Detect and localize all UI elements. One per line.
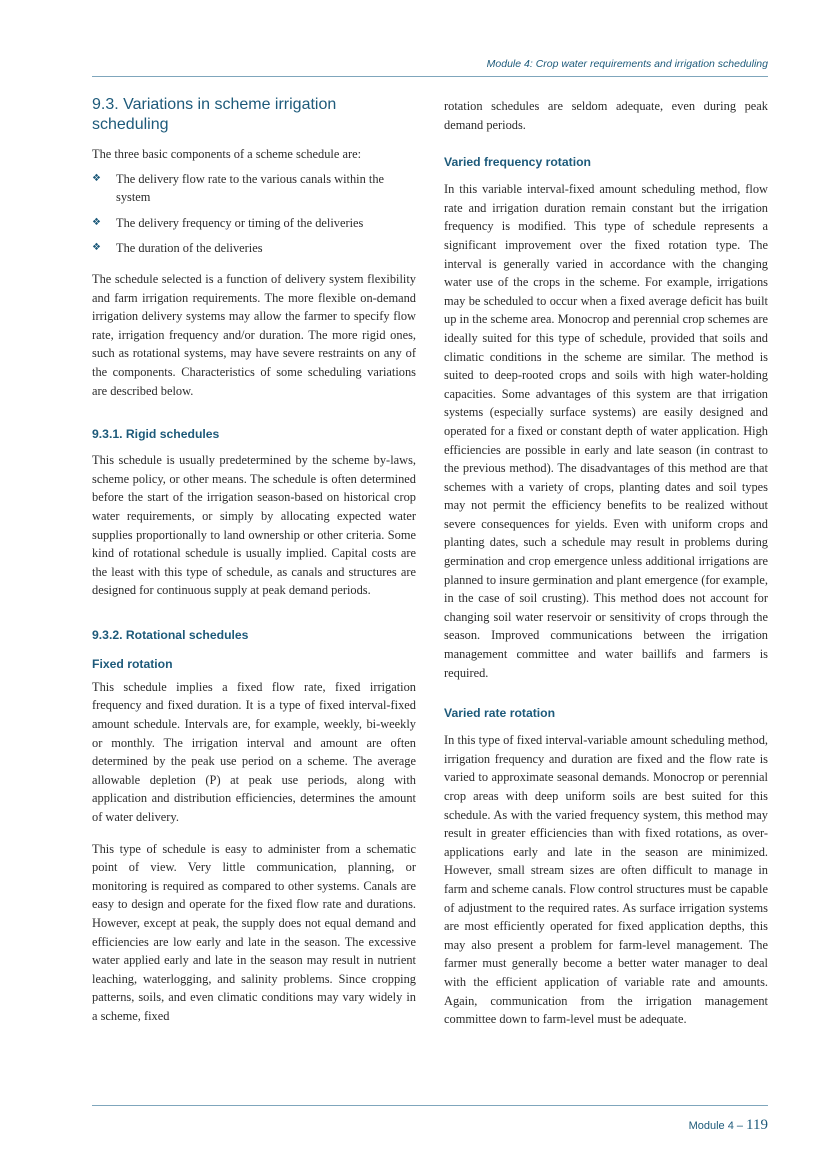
- varied-rate-heading: Varied rate rotation: [444, 706, 556, 721]
- varied-frequency-heading: Varied frequency rotation: [444, 155, 591, 170]
- right-column: [444, 95, 768, 1029]
- section-intro: The three basic components of a scheme schedule are:: [92, 147, 362, 161]
- left-column: [92, 95, 416, 1026]
- diamond-bullet-icon: ❖: [92, 216, 101, 228]
- diamond-bullet-icon: ❖: [92, 242, 101, 254]
- varied-rate-text: In this type of fixed interval-variable amount scheduling method, irrigation frequency and duration are fixed and the flow rate is varied to approximate seasonal demands. Monocrop or perennial crop areas with deep uniform soils are best suited for this schedule. As with the varied frequency system, this method may result in greater efficiencies than with fixed rotations, as over-applications early and late in the season are minimized. However, small stream sizes are often difficult to manage in farm and scheme canals. Flow control structures must be capable of adjustment to the required rates. As surface irrigation systems are most efficiently operated for fixed application depths, this may also present a problem for farm-level management. The farmer must generally become a better water manager to deal with the efficient application of variable rate and amounts. Again, communication from the irrigation management committee down to farm-level must be adequate.: [444, 733, 768, 1027]
- rigid-schedules-heading: 9.3.1. Rigid schedules: [92, 427, 220, 442]
- list-item: [92, 170, 416, 207]
- list-item: [92, 214, 416, 233]
- rotational-schedules-heading: 9.3.2. Rotational schedules: [92, 627, 249, 642]
- varied-frequency-text: In this variable interval-fixed amount scheduling method, flow rate and irrigation duration remain constant but the irrigation frequency is modified. This type of schedule represents a significant improvement over the fixed rotation type. The interval is generally varied in accordance with the changing water use of the crops in the scheme. For example, irrigations may be scheduled to occur when a fixed average deficit has built up in the scheme area. Monocrop and perennial crop schemes are ideally suited for this type of schedule, provided that soils and climatic conditions in the scheme are similar. The method is suited to deep-rooted crops and soils with high water-holding capacities. Some advantages of this system are that irrigation systems (especially surface systems) are easily designed and operated for a fixed or constant depth of water application. High efficiencies are possible in early and late season (in contrast to the previous method). The disadvantages of this method are that schemes with a variety of crops, planting dates and soil types may not permit the efficiency benefits to be realized without severe consequences for yields. Even with uniform crops and planting dates, such a schedule may result in problems during germination and crop emergence unless additional irrigations are planned to insure germination and plant emergence (for example, in the case of soil crusting). This method does not account for changing soil water reservoir or sensitivity of crops through the season. Improved communications between the irrigation management committee and water baillifs and farmers is required.: [444, 182, 768, 680]
- list-item: [92, 239, 416, 258]
- section-title: 9.3. Variations in scheme irrigation scheduling: [92, 96, 337, 133]
- footer-rule: [92, 1105, 768, 1106]
- fixed-rotation-text-1: This schedule implies a fixed flow rate, fixed irrigation frequency and fixed duration. It is a type of fixed interval-fixed amount schedule. Intervals are, for example, weekly, bi-weekly or monthly. The irrigation interval and amount are often determined by the peak use period on a scheme. The average allowable depletion (P) at peak use periods, along with application and distribution efficiencies, determines the amount of water delivery.: [92, 679, 416, 825]
- page-footer: [689, 1117, 768, 1134]
- rigid-schedules-text: This schedule is usually predetermined by the scheme by-laws, scheme policy, or other means. The schedule is often determined before the start of the irrigation season-based on historical crop water requirements, or simply by allocating expected water supplies proportionally to land ownership or other criteria. Some kind of rotational schedule is usually implied. Capital costs are the least with this type of schedule, as canals and structures are designed for continuous supply at peak demand periods.: [92, 453, 416, 598]
- section-paragraph: The schedule selected is a function of delivery system flexibility and farm irrigation requirements. The more flexible on-demand irrigation delivery systems may allow the farmer to specify flow rate, irrigation frequency and/or duration. The more rigid ones, such as rotational systems, may have severe restraints on any of the components. Characteristics of some scheduling variations are described below.: [92, 271, 416, 398]
- diamond-bullet-icon: ❖: [92, 172, 101, 184]
- fixed-rotation-text-continued: rotation schedules are seldom adequate, even during peak demand periods.: [444, 99, 768, 132]
- list-item-text: The duration of the deliveries: [116, 241, 263, 256]
- running-header: Module 4: Crop water requirements and irrigation scheduling: [486, 58, 768, 70]
- header-rule: [92, 76, 768, 77]
- component-list: [92, 170, 416, 258]
- footer-module-label: Module 4 –: [688, 1120, 747, 1132]
- fixed-rotation-text-2: This type of schedule is easy to administer from a schematic point of view. Very little communication, planning, or monitoring is required as compared to other systems. Canals are easy to design and operate for the fixed flow rate and durations. However, except at peak, the supply does not equal demand and efficiencies are low early and late in the season. The excessive water applied early and late in the season may result in nutrient leaching, waterlogging, and salinity problems. Since cropping patterns, soils, and even climatic conditions may vary widely in a scheme, fixed: [92, 841, 416, 1023]
- list-item-text: The delivery flow rate to the various canals within the system: [116, 171, 385, 205]
- list-item-text: The delivery frequency or timing of the deliveries: [116, 215, 364, 230]
- page-number: 119: [746, 1117, 768, 1133]
- fixed-rotation-heading: Fixed rotation: [92, 656, 173, 671]
